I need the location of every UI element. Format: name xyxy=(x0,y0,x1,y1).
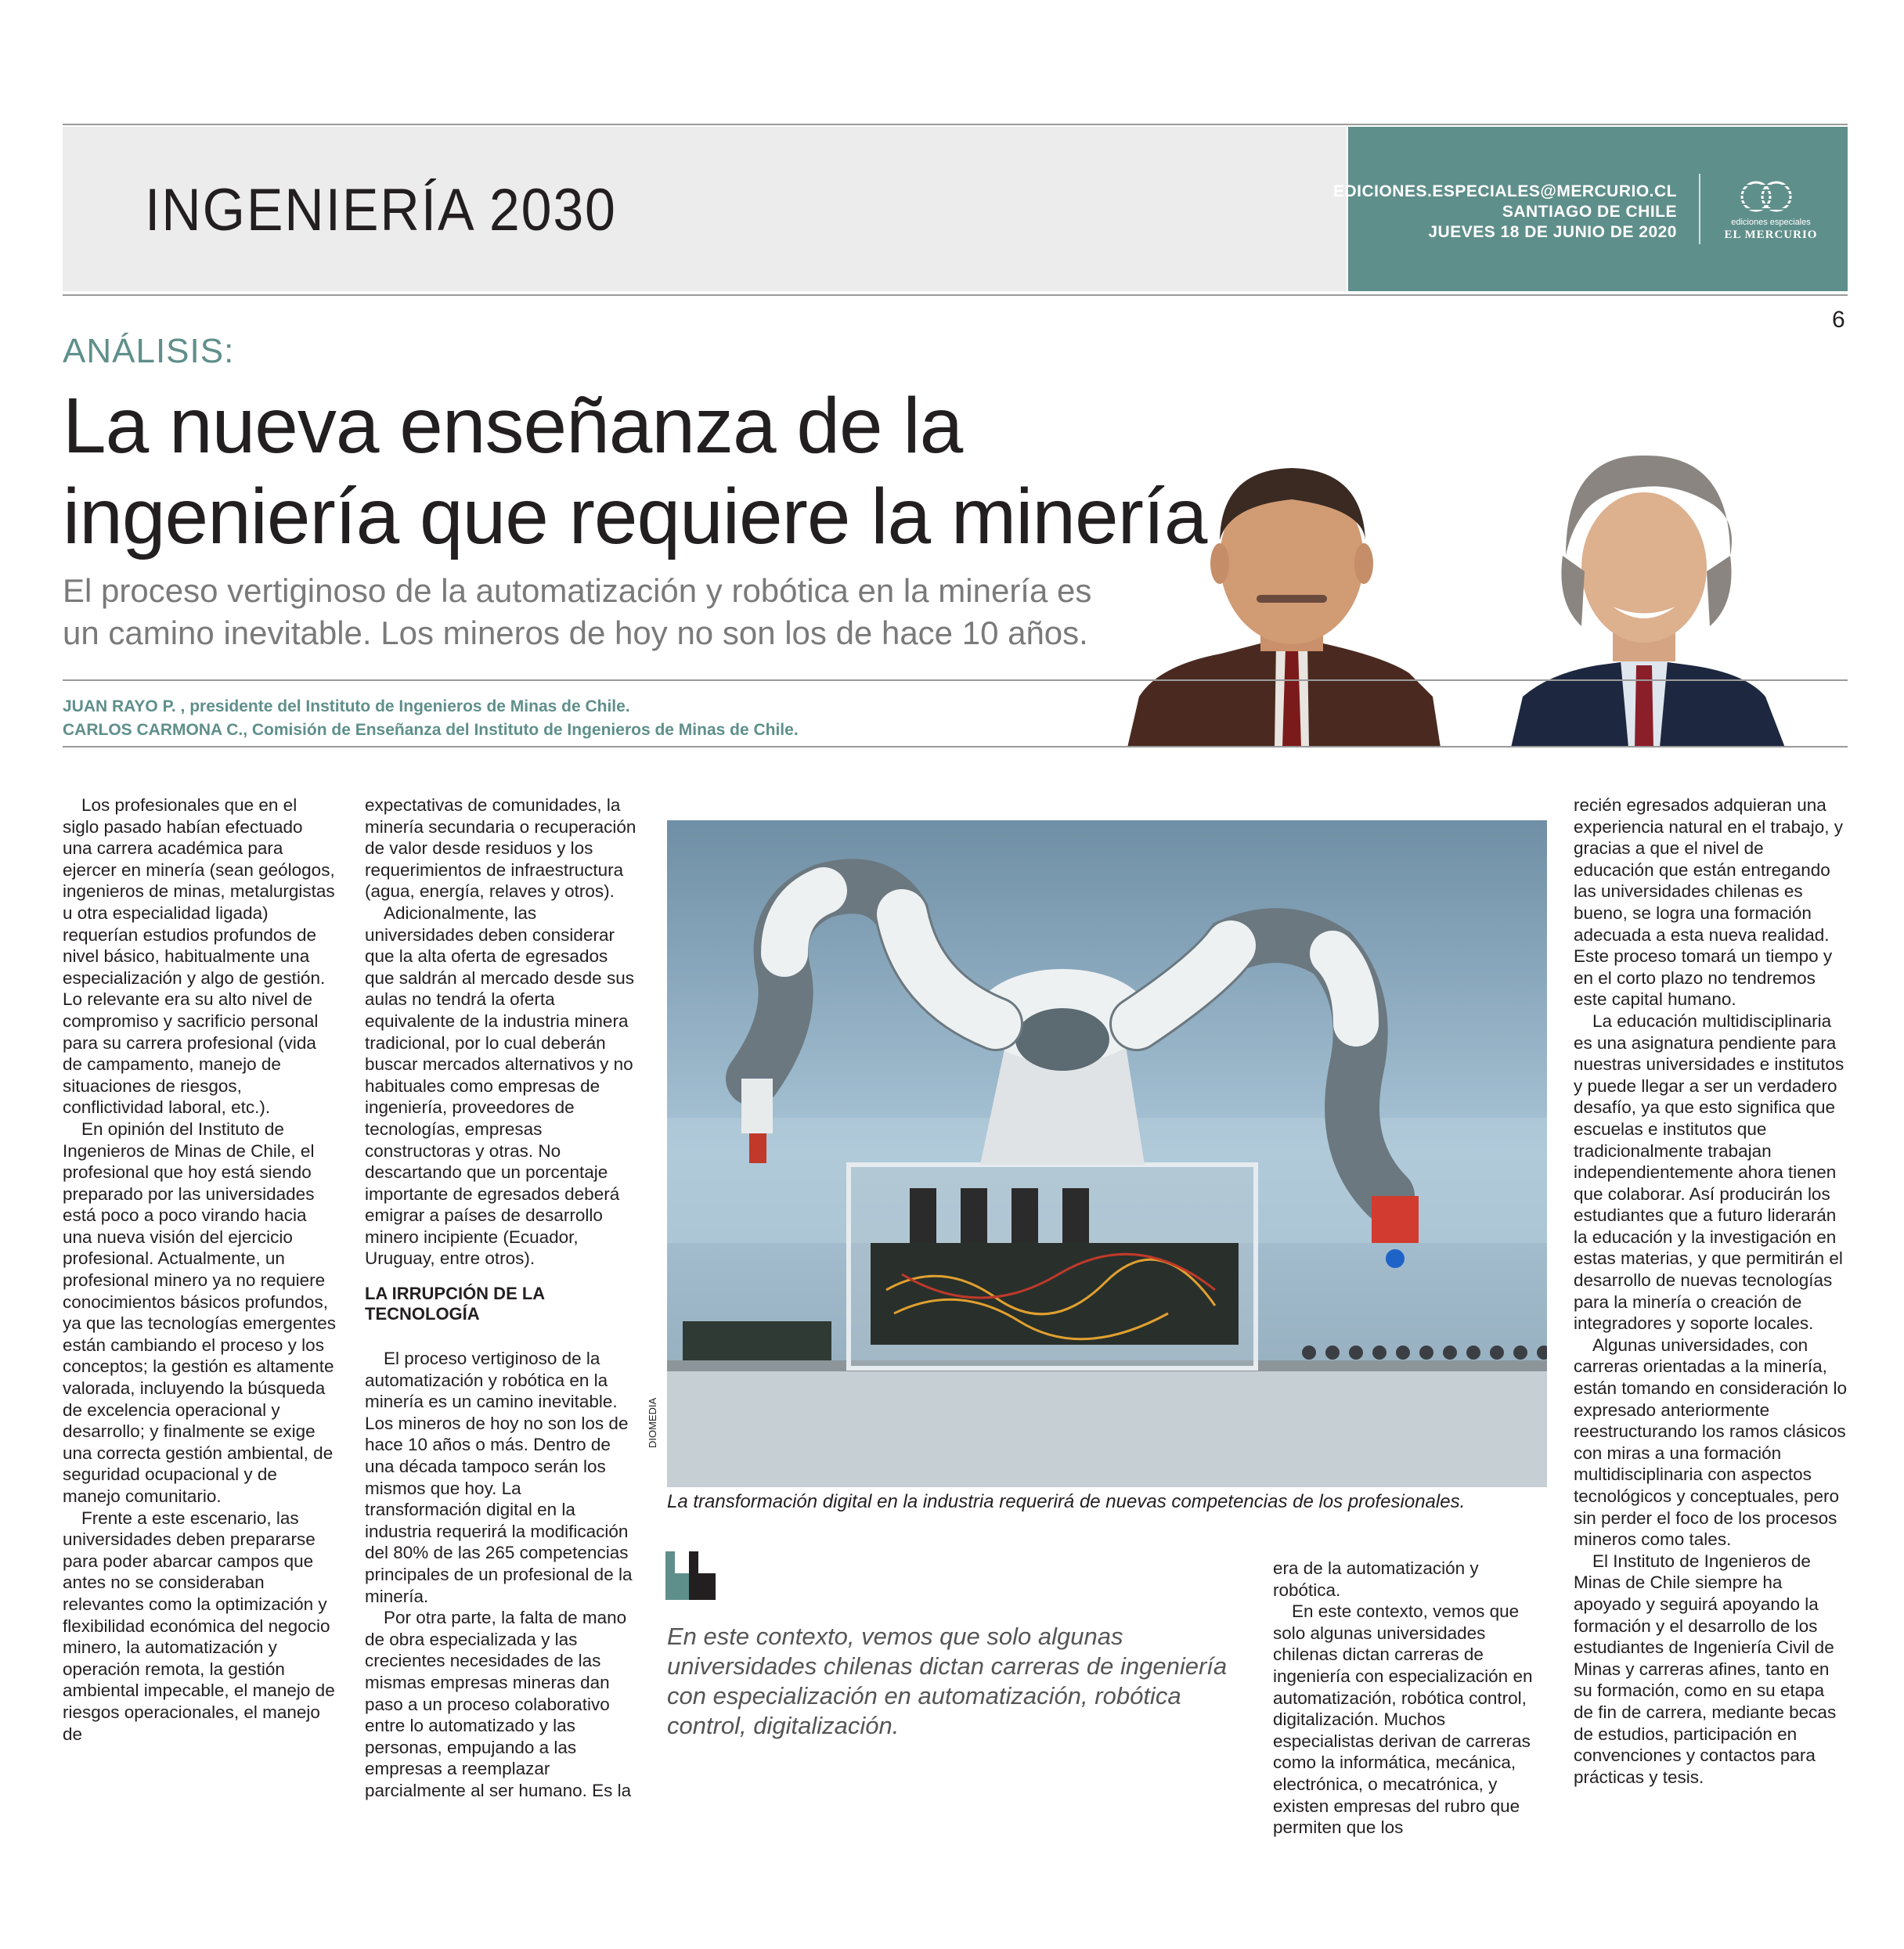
paragraph: Adicionalmente, las universidades deben considerar que la alta oferta de egresados que saldrán al mercado desde sus aulas no tendrá la oferta equivalente de la industria minera tradicional, por lo cual deberán buscar mercados alternativos y no habituales como empresas de ingeniería, proveedores de tecnologías, empresas constructoras y otras. No descartando que un porcentaje importante de egresados deberá emigrar a países de desarrollo minero incipiente (Ecuador, Uruguay, entre otros). xyxy=(365,902,634,1269)
edition-info xyxy=(1333,182,1677,243)
header-bottom-rule xyxy=(63,294,1848,296)
article-headline xyxy=(63,380,1253,562)
page-number: 6 xyxy=(1832,307,1845,333)
el-mercurio-logo xyxy=(1716,178,1826,242)
photo-caption: La transformación digital en la industria requerirá de nuevas competencias de los profesionales. xyxy=(667,1491,1466,1512)
portrait-carlos-carmona xyxy=(1511,456,1785,748)
paragraph: Algunas universidades, con carreras orientadas a la minería, están tomando en consideración lo expresado anteriormente reestructurando los ramos clásicos con miras a una formación multidisciplinaria con aspectos tecnológicos y conceptuales, pero sin perder el foco de los procesos mineros como tales. xyxy=(1574,1335,1847,1550)
edition-date: JUEVES 18 DE JUNIO DE 2020 xyxy=(1428,223,1677,241)
logo-mark-icon xyxy=(1737,178,1805,214)
pullquote-icon xyxy=(665,1551,716,1600)
header-top-rule xyxy=(63,124,1848,125)
paragraph: expectativas de comunidades, la minería secundaria o recuperación de valor desde residuos y los requerimientos de infraestructura (agua, energía, relaves y otros). xyxy=(365,795,636,902)
edition-city: SANTIAGO DE CHILE xyxy=(1502,203,1677,221)
body-column-4 xyxy=(1574,794,1848,1788)
pullquote: En este contexto, vemos que solo algunas universidades chilenas dictan carreras de ingeniería con especialización en automatización, robótica control, digitalización. xyxy=(667,1623,1228,1739)
paragraph: era de la automatización y robótica. xyxy=(1273,1558,1479,1600)
paragraph: La educación multidisciplinaria es una asignatura pendiente para nuestras universidades e institutos y puede llegar a ser un verdadero desafío, ya que esto significa que escuelas e institutos que tradicionalmente trabajan independientemente ahora tienen que colaborar. Así producirán los estudiantes que a futuro liderarán la educación y la investigación en estas materias, y que permitirán el desarrollo de nuevas tecnologías para la minería o creación de integradores y soporte locales. xyxy=(1574,1011,1844,1334)
article-kicker: ANÁLISIS: xyxy=(63,332,235,370)
paragraph: recién egresados adquieran una experiencia natural en el trabajo, y gracias a que el nivel de educación que están entregando las universidades chilenas es bueno, se logra una formación adecuada a esta nueva realidad. Este proceso tomará un tiempo y en el corto plazo no tendremos este capital humano. xyxy=(1574,795,1843,1010)
byline-bottom-rule xyxy=(63,746,1848,748)
article-deck xyxy=(63,570,1174,654)
author-portraits xyxy=(1127,438,1848,748)
deck-line-2: un camino inevitable. Los mineros de hoy no son los de hace 10 años. xyxy=(63,614,1088,651)
logo-name: EL MERCURIO xyxy=(1724,229,1818,241)
paragraph: El Instituto de Ingenieros de Minas de Chile siempre ha apoyado y seguirá apoyando la formación y el desarrollo de los estudiantes de Ingeniería Civil de Minas y carreras afines, tanto en su formación, como en su etapa de fin de carrera, mediante becas de estudios, participación en convenciones y contactos para prácticas y tesis. xyxy=(1574,1551,1837,1787)
paragraph: El proceso vertiginoso de la automatización y robótica en la minería es un camino inevitable. Los mineros de hoy no son los de hace 10 años o más. Dentro de una década tampoco serán los mismos que hoy. La transformación digital en la industria requerirá la modificación del 80% de las 265 competencias principales de un profesional de la minería. xyxy=(365,1349,633,1606)
paragraph: En este contexto, vemos que solo algunas universidades chilenas dictan carreras de ingeniería con especialización en automatización, robótica control, digitalización. Muchos especialistas derivan de carreras como la informática, mecánica, electrónica, o mecatrónica, y existen empresas del rubro que permiten que los xyxy=(1273,1601,1533,1838)
headline-line-2: ingeniería que requiere la minería xyxy=(63,473,1207,560)
robot-photo xyxy=(667,820,1547,1487)
deck-line-1: El proceso vertiginoso de la automatización y robótica en la minería es xyxy=(63,572,1092,609)
byline-top-rule xyxy=(63,679,1848,681)
body-column-1 xyxy=(63,794,337,1745)
body-column-3 xyxy=(1273,1558,1547,1839)
paragraph: En opinión del Instituto de Ingenieros de Minas de Chile, el profesional que hoy está siendo preparado por las universidades está poco a poco virando hacia una nueva visión del ejercicio profesional. Actualmente, un profesional minero ya no requiere conocimientos básicos profundos, ya que las tecnologías emergentes están cambiando el proceso y los conceptos; la gestión es altamente valorada, incluyendo la búsqueda de excelencia operacional y desarrollo; y finalmente se exige una correcta gestión ambiental, de seguridad ocupacional y de manejo comunitario. xyxy=(63,1119,336,1506)
section-title: INGENIERÍA 2030 xyxy=(145,177,617,243)
edition-panel xyxy=(1332,127,1848,291)
byline-juan-rayo: JUAN RAYO P. , presidente del Instituto de Ingenieros de Minas de Chile. xyxy=(63,697,630,715)
paragraph: Los profesionales que en el siglo pasado habían efectuado una carrera académica para ejercer en minería (sean geólogos, ingenieros de minas, metalurgistas u otra especialidad ligada) requerían estudios profundos de nivel básico, habitualmente una especialización y algo de gestión. Lo relevante era su alto nivel de compromiso y sacrificio personal para su carrera profesional (vida de campamento, manejo de situaciones de riesgos, conflictividad laboral, etc.). xyxy=(63,795,335,1118)
headline-line-1: La nueva enseñanza de la xyxy=(63,382,963,470)
edition-email[interactable]: EDICIONES.ESPECIALES@MERCURIO.CL xyxy=(1332,182,1677,200)
body-column-2 xyxy=(365,794,639,1802)
portrait-juan-rayo xyxy=(1127,468,1441,748)
subhead: LA IRRUPCIÓN DE LA TECNOLOGÍA xyxy=(365,1284,545,1324)
logo-subtitle: ediciones especiales xyxy=(1731,218,1811,227)
edition-divider xyxy=(1699,174,1700,244)
byline-carlos-carmona: CARLOS CARMONA C., Comisión de Enseñanza del Instituto de Ingenieros de Minas de Chile. xyxy=(63,721,799,739)
photo-credit: DIOMEDIA xyxy=(647,1397,658,1448)
paragraph: Frente a este escenario, las universidades deben prepararse para poder abarcar campos que antes no se consideraban relevantes como la optimización y flexibilidad económica del negocio minero, la automatización y operación remota, la gestión ambiental impecable, el manejo de riesgos operacionales, el manejo de xyxy=(63,1508,335,1744)
paragraph: Por otra parte, la falta de mano de obra especializada y las crecientes necesidades de las mismas empresas mineras dan paso a un proceso colaborativo entre lo automatizado y las personas, empujando a las empresas a reemplazar parcialmente al ser humano. Es la xyxy=(365,1608,632,1800)
bylines xyxy=(63,695,799,742)
